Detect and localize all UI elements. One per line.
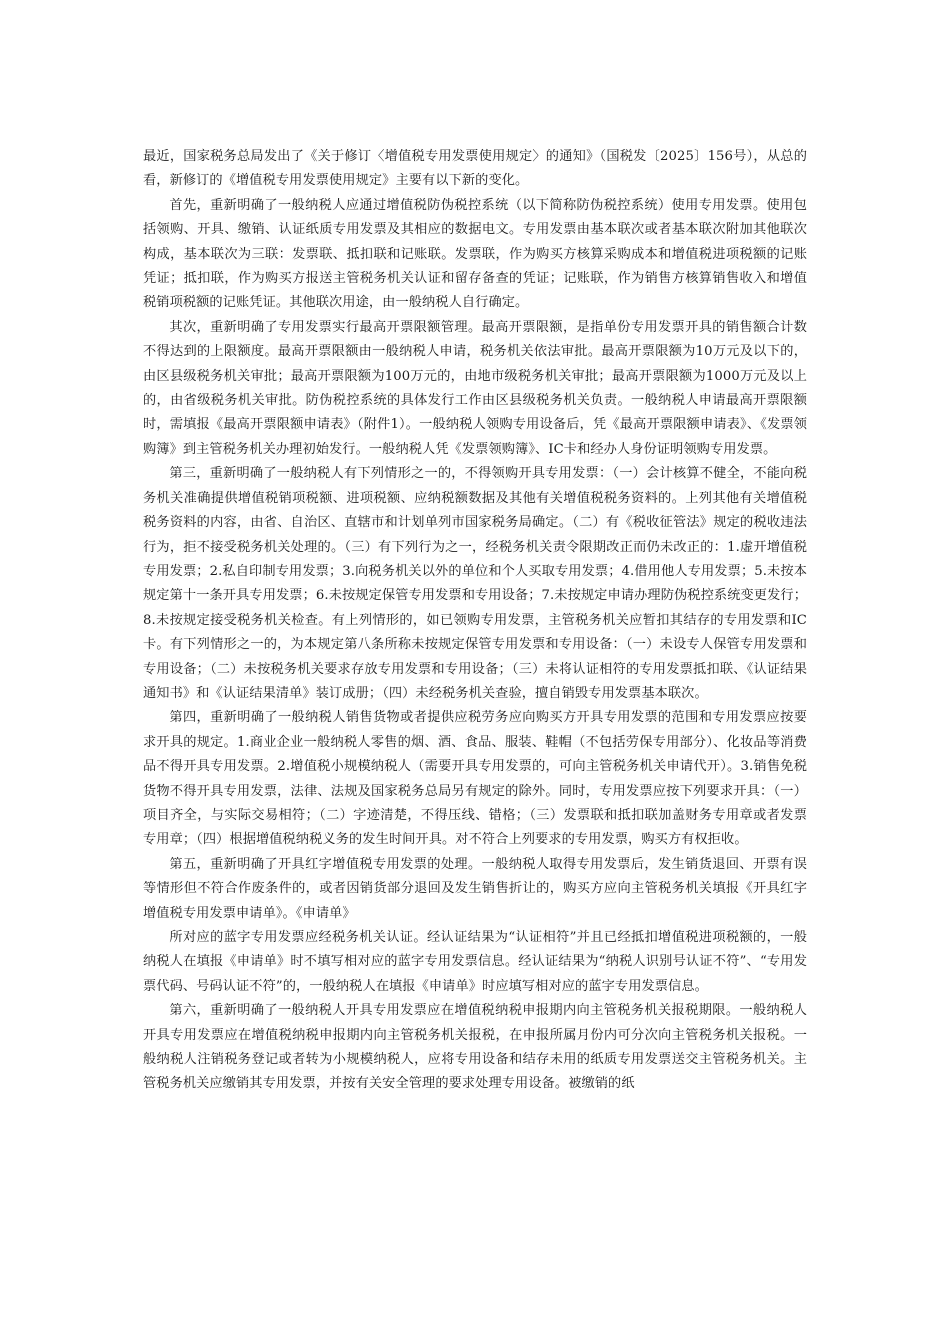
paragraph-first: 首先，重新明确了一般纳税人应通过增值税防伪税控系统（以下简称防伪税控系统）使用专用发票。使用包括领购、开具、缴销、认证纸质专用发票及其相应的数据电文。专用发票由基本联次或者基本联次附加其他联次构成，基本联次为三联：发票联、抵扣联和记账联。发票联，作为购买方核算采购成本和增值税进项税额的记账凭证；抵扣联，作为购买方报送主管税务机关认证和留存备查的凭证；记账联，作为销售方核算销售收入和增值税销项税额的记账凭证。其他联次用途，由一般纳税人自行确定。	[143, 197, 807, 311]
paragraph-third: 第三，重新明确了一般纳税人有下列情形之一的，不得领购开具专用发票：（一）会计核算不健全，不能向税务机关准确提供增值税销项税额、进项税额、应纳税额数据及其他有关增值税税务资料的。上列其他有关增值税税务资料的内容，由省、自治区、直辖市和计划单列市国家税务局确定。（二）有《税收征管法》规定的税收违法行为，拒不接受税务机关处理的。（三）有下列行为之一，经税务机关责令限期改正而仍未改正的：1.虚开增值税专用发票；2.私自印制专用发票；3.向税务机关以外的单位和个人买取专用发票；4.借用他人专用发票；5.未按本规定第十一条开具专用发票；6.未按规定保管专用发票和专用设备；7.未按规定申请办理防伪税控系统变更发行；8.未按规定接受税务机关检查。有上列情形的，如已领购专用发票，主管税务机关应暂扣其结存的专用发票和IC卡。有下列情形之一的，为本规定第八条所称未按规定保管专用发票和专用设备：（一）未设专人保管专用发票和专用设备；（二）未按税务机关要求存放专用发票和专用设备；（三）未将认证相符的专用发票抵扣联、《认证结果通知书》和《认证结果清单》装订成册；（四）未经税务机关查验，擅自销毁专用发票基本联次。	[143, 466, 807, 701]
paragraph-fifth: 第五，重新明确了开具红字增值税专用发票的处理。一般纳税人取得专用发票后，发生销货退回、开票有误等情形但不符合作废条件的，或者因销货部分退回及发生销售折让的，购买方应向主管税务机关填报《开具红字增值税专用发票申请单》。《申请单》	[143, 856, 807, 921]
paragraph-second: 其次，重新明确了专用发票实行最高开票限额管理。最高开票限额，是指单份专用发票开具的销售额合计数不得达到的上限额度。最高开票限额由一般纳税人申请，税务机关依法审批。最高开票限额为10万元及以下的，由区县级税务机关审批；最高开票限额为100万元的，由地市级税务机关审批；最高开票限额为1000万元及以上的，由省级税务机关审批。防伪税控系统的具体发行工作由区县级税务机关负责。一般纳税人申请最高开票限额时，需填报《最高开票限额申请表》（附件1）。一般纳税人领购专用设备后，凭《最高开票限额申请表》、《发票领购簿》到主管税务机关办理初始发行。一般纳税人凭《发票领购簿》、IC卡和经办人身份证明领购专用发票。	[143, 319, 807, 457]
paragraph-sixth: 第六，重新明确了一般纳税人开具专用发票应在增值税纳税申报期内向主管税务机关报税期限。一般纳税人开具专用发票应在增值税纳税申报期内向主管税务机关报税，在申报所属月份内可分次向主管税务机关报税。一般纳税人注销税务登记或者转为小规模纳税人，应将专用设备和结存未用的纸质专用发票送交主管税务机关。主管税务机关应缴销其专用发票，并按有关安全管理的要求处理专用设备。被缴销的纸	[143, 1003, 807, 1092]
document-body	[143, 145, 807, 1097]
paragraph-fifth-continued: 所对应的蓝字专用发票应经税务机关认证。经认证结果为“认证相符”并且已经抵扣增值税进项税额的，一般纳税人在填报《申请单》时不填写相对应的蓝字专用发票信息。经认证结果为“纳税人识别号认证不符”、“专用发票代码、号码认证不符”的，一般纳税人在填报《申请单》时应填写相对应的蓝字专用发票信息。	[143, 930, 807, 994]
paragraph-fourth: 第四，重新明确了一般纳税人销售货物或者提供应税劳务应向购买方开具专用发票的范围和专用发票应按要求开具的规定。1.商业企业一般纳税人零售的烟、酒、食品、服装、鞋帽（不包括劳保专用部分）、化妆品等消费品不得开具专用发票。2.增值税小规模纳税人（需要开具专用发票的，可向主管税务机关申请代开）。3.销售免税货物不得开具专用发票，法律、法规及国家税务总局另有规定的除外。同时，专用发票应按下列要求开具：（一）项目齐全，与实际交易相符；（二）字迹清楚，不得压线、错格；（三）发票联和抵扣联加盖财务专用章或者发票专用章；（四）根据增值税纳税义务的发生时间开具。对不符合上列要求的专用发票，购买方有权拒收。	[143, 710, 807, 848]
intro-paragraph: 最近，国家税务总局发出了《关于修订〈增值税专用发票使用规定〉的通知》（国税发〔2025〕156号），从总的看，新修订的《增值税专用发票使用规定》主要有以下新的变化。	[143, 149, 807, 189]
